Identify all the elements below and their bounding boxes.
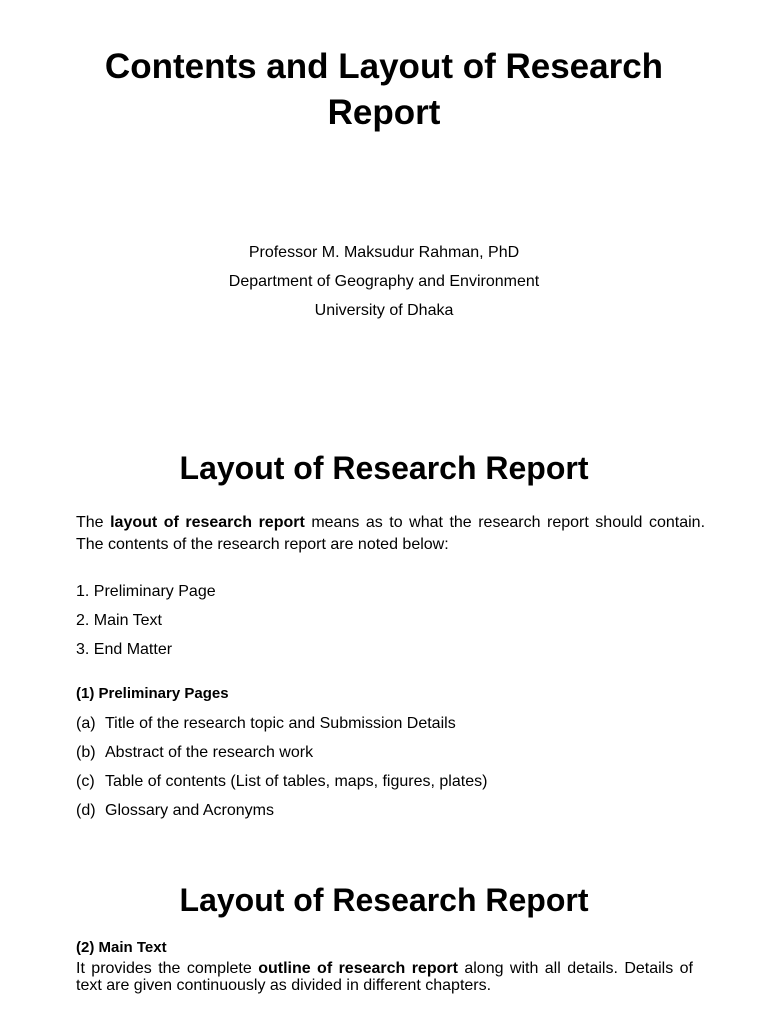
list-marker: (d) (76, 802, 96, 819)
list-item: 2. Main Text (76, 612, 162, 629)
author-block (0, 238, 768, 325)
list-item (76, 738, 487, 767)
main-text-paragraph (76, 960, 693, 994)
section-heading-layout: Layout of Research Report (179, 450, 589, 486)
list-item: 1. Preliminary Page (76, 583, 216, 600)
contents-numbered-list (76, 577, 216, 664)
preliminary-pages-heading: (1) Preliminary Pages (76, 685, 229, 702)
preliminary-pages-list (76, 709, 487, 825)
author-department: Department of Geography and Environment (228, 273, 540, 290)
list-item: 3. End Matter (76, 641, 173, 658)
list-marker: (a) (76, 715, 96, 732)
main-text-end: along with all details. Details of text are given continuously as divided in different chapters. (76, 960, 693, 994)
main-text-bold-term: outline of research report (258, 960, 458, 977)
document-title (0, 44, 768, 136)
section-heading-layout-2: Layout of Research Report (179, 882, 589, 918)
main-text-heading: (2) Main Text (76, 939, 167, 956)
list-item (76, 767, 487, 796)
intro-paragraph (76, 512, 705, 556)
author-name: Professor M. Maksudur Rahman, PhD (248, 244, 520, 261)
list-item-text: Glossary and Acronyms (105, 802, 274, 819)
list-item (76, 709, 487, 738)
intro-bold-term: layout of research report (110, 514, 305, 531)
list-item-text: Abstract of the research work (105, 744, 314, 761)
list-item-text: Title of the research topic and Submission Details (105, 715, 456, 732)
author-university: University of Dhaka (314, 302, 454, 319)
intro-text-start: The (76, 514, 111, 531)
list-item (76, 796, 487, 825)
main-text-start: It provides the complete (76, 960, 259, 977)
document-title-line-2: Report (327, 93, 441, 132)
list-marker: (c) (76, 773, 95, 790)
document-title-line-1: Contents and Layout of Research (104, 47, 664, 86)
list-marker: (b) (76, 744, 96, 761)
intro-text-end: means as to what the research report should contain. The contents of the research report are noted below: (76, 514, 706, 553)
list-item-text: Table of contents (List of tables, maps, figures, plates) (105, 773, 488, 790)
